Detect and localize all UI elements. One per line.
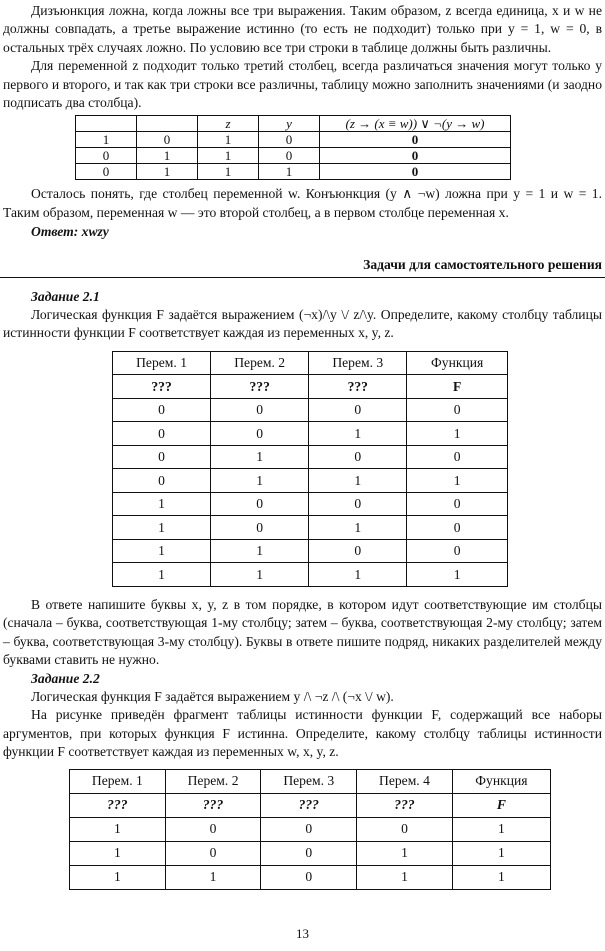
cell: 1	[113, 516, 211, 540]
cell: 1	[211, 539, 309, 563]
cell: 0	[309, 539, 407, 563]
header-cell: Перем. 1	[70, 769, 166, 793]
header-cell: Перем. 3	[261, 769, 357, 793]
header-cell: Перем. 2	[165, 769, 261, 793]
cell: 0	[320, 148, 511, 164]
header-cell: Функция	[407, 351, 508, 375]
cell: 1	[357, 841, 453, 865]
table-row	[113, 563, 508, 587]
cell: 1	[137, 164, 198, 180]
cell: 0	[261, 817, 357, 841]
table-row	[76, 132, 511, 148]
truth-table-2-1	[112, 351, 508, 587]
cell: 1	[76, 132, 137, 148]
table-header-row	[76, 116, 511, 132]
cell: 1	[165, 865, 261, 889]
table-subheader-row	[70, 793, 551, 817]
cell: 0	[113, 398, 211, 422]
paragraph-intro-1: Дизъюнкция ложна, когда ложны все три выражения. Таким образом, z всегда единица, x и w не должны совпадать, а третье выражение истинно (то есть не подходит) только при y = 1, w = 0, в остальных трёх случаях ложно. По условию все три строки в таблице должны быть различны.	[3, 3, 602, 55]
cell: 0	[261, 865, 357, 889]
cell: 0	[113, 469, 211, 493]
table-row	[70, 817, 551, 841]
cell: 0	[76, 148, 137, 164]
content-column	[0, 2, 605, 890]
cell: 0	[211, 492, 309, 516]
table-header-row	[70, 769, 551, 793]
cell: 1	[211, 445, 309, 469]
table-row	[113, 516, 508, 540]
cell: 0	[259, 148, 320, 164]
cell: 0	[165, 841, 261, 865]
task-2-2-text-1: Логическая функция F задаётся выражением y /\ ¬z /\ (¬x \/ w).	[31, 688, 394, 704]
cell: 1	[309, 516, 407, 540]
task-2-1-instructions: В ответе напишите буквы x, y, z в том порядке, в котором идут соответствующие им столбцы (сначала – буква, соответствующая 1-му столбцу; затем – буква, соответствующая 2-му столбцу; затем – буква, соответствующая 3-му столбцу). Буквы в ответе пишите подряд, никаких разделителей между буквами ставить не нужно.	[3, 596, 602, 668]
cell: 0	[259, 132, 320, 148]
answer-line: Ответ: xwzy	[31, 224, 109, 240]
cell: 0	[165, 817, 261, 841]
cell: 1	[70, 865, 166, 889]
cell: 1	[309, 469, 407, 493]
subheader-cell: ???	[70, 793, 166, 817]
table-row	[70, 841, 551, 865]
cell: 1	[407, 422, 508, 446]
cell: 1	[113, 539, 211, 563]
cell: 0	[407, 445, 508, 469]
cell: 1	[198, 148, 259, 164]
task-2-2-text-2: На рисунке приведён фрагмент таблицы истинности функции F, содержащий все наборы аргументов, при которых функция F истинна. Определите, какому столбцу таблицы истинности функции F соответствует каждая из переменных w, x, y, z.	[3, 707, 602, 760]
subheader-cell: ???	[261, 793, 357, 817]
header-cell: (z → (x ≡ w)) ∨ ¬(y → w)	[320, 116, 511, 132]
cell: 0	[407, 516, 508, 540]
subheader-cell: ???	[165, 793, 261, 817]
cell: 1	[309, 422, 407, 446]
cell: 1	[452, 841, 550, 865]
table-row	[113, 539, 508, 563]
table-header-row	[113, 351, 508, 375]
cell: 1	[70, 841, 166, 865]
cell: 1	[407, 563, 508, 587]
header-cell: Перем. 1	[113, 351, 211, 375]
cell: 0	[309, 445, 407, 469]
subheader-cell: ???	[309, 375, 407, 399]
cell: 0	[113, 445, 211, 469]
cell: 0	[113, 422, 211, 446]
cell: 1	[198, 164, 259, 180]
table-row	[76, 164, 511, 180]
paragraph-intro-2: Для переменной z подходит только третий столбец, всегда различаться значения могут только у первого и второго, и так как три строки все различны, таблицу можно заполнить значениями (и заодно подписать два столбца).	[3, 58, 602, 111]
subheader-cell: ???	[357, 793, 453, 817]
table-row	[113, 492, 508, 516]
cell: 1	[211, 469, 309, 493]
header-cell	[76, 116, 137, 132]
cell: 1	[198, 132, 259, 148]
cell: 0	[357, 817, 453, 841]
cell: 0	[211, 422, 309, 446]
cell: 1	[357, 865, 453, 889]
cell: 0	[320, 132, 511, 148]
cell: 0	[261, 841, 357, 865]
header-cell: z	[198, 116, 259, 132]
cell: 1	[137, 148, 198, 164]
cell: 1	[113, 563, 211, 587]
cell: 1	[407, 469, 508, 493]
subheader-cell: F	[452, 793, 550, 817]
header-cell: Перем. 4	[357, 769, 453, 793]
cell: 1	[452, 865, 550, 889]
truth-table-2-2	[69, 769, 551, 890]
table-row	[76, 148, 511, 164]
cell: 0	[407, 398, 508, 422]
page-number: 13	[296, 926, 309, 941]
table-row	[113, 469, 508, 493]
header-cell: Перем. 2	[211, 351, 309, 375]
table-subheader-row	[113, 375, 508, 399]
table-row	[113, 445, 508, 469]
cell: 0	[137, 132, 198, 148]
header-cell: Перем. 3	[309, 351, 407, 375]
cell: 0	[320, 164, 511, 180]
task-2-2-title: Задание 2.2	[31, 670, 100, 686]
header-cell: Функция	[452, 769, 550, 793]
cell: 0	[309, 398, 407, 422]
cell: 0	[309, 492, 407, 516]
cell: 0	[407, 539, 508, 563]
cell: 1	[259, 164, 320, 180]
cell: 0	[76, 164, 137, 180]
subheader-cell: ???	[211, 375, 309, 399]
table-row	[70, 865, 551, 889]
header-cell	[137, 116, 198, 132]
truth-table-1	[75, 115, 511, 180]
cell: 1	[309, 563, 407, 587]
cell: 0	[407, 492, 508, 516]
cell: 0	[211, 516, 309, 540]
table-row	[113, 422, 508, 446]
paragraph-after-table-1: Осталось понять, где столбец переменной w. Конъюнкция (y ∧ ¬w) ложна при y = 1 и w = 1. Таким образом, переменная w — это второй столбец, а в первом столбце переменная x.	[3, 186, 602, 220]
header-cell: y	[259, 116, 320, 132]
cell: 1	[211, 563, 309, 587]
cell: 0	[211, 398, 309, 422]
section-heading: Задачи для самостоятельного решения	[0, 256, 605, 278]
subheader-cell: ???	[113, 375, 211, 399]
cell: 1	[452, 817, 550, 841]
task-2-1-title: Задание 2.1	[31, 288, 100, 304]
subheader-cell: F	[407, 375, 508, 399]
task-2-1-text: Логическая функция F задаётся выражением (¬x)/\y \/ z/\y. Определите, какому столбцу таблицы истинности функции F соответствует каждая из переменных x, y, z.	[3, 307, 602, 341]
cell: 1	[113, 492, 211, 516]
table-row	[113, 398, 508, 422]
cell: 1	[70, 817, 166, 841]
